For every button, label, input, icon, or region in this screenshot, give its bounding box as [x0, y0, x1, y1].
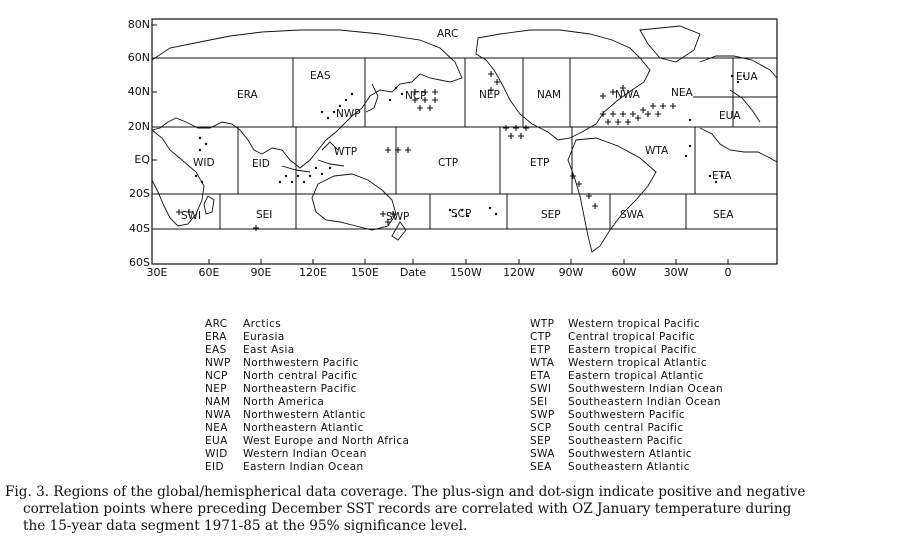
legend-code: SEI	[530, 396, 548, 408]
region-label: NWP	[336, 108, 361, 120]
legend-row	[205, 344, 409, 357]
region-label: NEP	[479, 89, 500, 101]
lon-label: 150W	[450, 266, 482, 279]
region-label: CTP	[438, 157, 459, 169]
lon-label: 30E	[146, 266, 168, 279]
legend-code: NWP	[205, 357, 231, 369]
legend-name: West Europe and North Africa	[243, 435, 410, 447]
legend-code: EAS	[205, 344, 227, 356]
legend-row	[530, 422, 723, 435]
region-label: WTA	[645, 145, 669, 157]
region-label: SEI	[256, 209, 273, 221]
legend-name: Western tropical Pacific	[568, 318, 701, 330]
region-label: NWA	[615, 89, 640, 101]
legend-row	[530, 370, 723, 383]
legend-row	[530, 318, 723, 331]
greenland-coast	[640, 26, 700, 62]
legend-name: Central tropical Pacific	[568, 331, 696, 343]
legend-row	[205, 409, 409, 422]
legend-code: NWA	[205, 409, 232, 421]
legend-name: Arctics	[243, 318, 282, 330]
legend-code: SWA	[530, 448, 555, 460]
legend-right-column	[530, 318, 723, 474]
legend-row	[530, 461, 723, 474]
lat-label: EQ	[134, 153, 150, 166]
legend-row	[205, 396, 409, 409]
legend-code: ETA	[530, 370, 551, 382]
legend-name: Southwestern Atlantic	[568, 448, 693, 460]
region-boundaries	[152, 58, 777, 229]
region-label: ETP	[530, 157, 550, 169]
region-label: SCP	[451, 208, 472, 220]
legend-code: ARC	[205, 318, 228, 330]
legend-row	[205, 357, 409, 370]
region-label: SEA	[713, 209, 734, 221]
legend-row	[530, 331, 723, 344]
legend-name: Eastern tropical Pacific	[568, 344, 697, 356]
region-label: NCP	[405, 90, 427, 102]
lat-label: 80N	[127, 18, 150, 31]
legend-name: East Asia	[243, 344, 295, 356]
legend-name: Southwestern Pacific	[568, 409, 686, 421]
lon-label: Date	[399, 266, 427, 279]
legend-code: NEP	[205, 383, 228, 395]
legend-name: Northwestern Pacific	[243, 357, 359, 369]
lon-label: 90E	[250, 266, 272, 279]
legend-name: Eastern tropical Atlantic	[568, 370, 704, 382]
west-africa-coast	[700, 128, 777, 162]
south-america-coast	[568, 138, 656, 252]
caption-line: the 15-year data segment 1971-85 at the 95% significance level.	[23, 518, 468, 534]
legend-code: NEA	[205, 422, 228, 434]
lon-label: 60E	[198, 266, 220, 279]
lon-label: 30W	[663, 266, 689, 279]
figure-caption	[5, 484, 910, 535]
legend-name: Southeastern Atlantic	[568, 461, 690, 473]
legend-row	[205, 422, 409, 435]
map-frame	[152, 19, 777, 264]
region-label: EUA	[736, 71, 758, 83]
legend-row	[205, 435, 409, 448]
legend-code: NAM	[205, 396, 231, 408]
legend-name: Western Indian Ocean	[243, 448, 367, 460]
north-america-coast	[476, 30, 650, 140]
region-label: EAS	[310, 70, 331, 82]
legend-name: Northeastern Atlantic	[243, 422, 364, 434]
lon-label: 120E	[299, 266, 327, 279]
legend-code: NCP	[205, 370, 228, 382]
legend-row	[530, 357, 723, 370]
australia-coast	[312, 174, 396, 230]
region-label: EID	[252, 158, 270, 170]
legend-name: Southeastern Pacific	[568, 435, 683, 447]
legend-row	[530, 448, 723, 461]
legend-name: Northwestern Atlantic	[243, 409, 366, 421]
legend-code: SEA	[530, 461, 552, 473]
region-label: WID	[193, 157, 215, 169]
legend-code: SWI	[530, 383, 552, 395]
lat-label: 60N	[127, 51, 150, 64]
legend-row	[205, 461, 409, 474]
legend-row	[530, 396, 723, 409]
region-label: NEA	[671, 87, 693, 99]
legend-name: Southeastern Indian Ocean	[568, 396, 721, 408]
legend-code: ERA	[205, 331, 227, 343]
lon-label: 150E	[351, 266, 379, 279]
legend-code: SEP	[530, 435, 551, 447]
legend-code: WTA	[530, 357, 555, 369]
legend-row	[205, 383, 409, 396]
legend-code: SWP	[530, 409, 555, 421]
region-label: SWP	[386, 211, 410, 223]
legend-name: Eurasia	[243, 331, 285, 343]
legend-row	[205, 448, 409, 461]
lon-label: 0	[724, 266, 732, 279]
lat-label: 20N	[127, 120, 150, 133]
legend-code: EID	[205, 461, 225, 473]
legend-name: North America	[243, 396, 325, 408]
region-label: SWA	[620, 209, 644, 221]
region-label: EUA	[719, 110, 741, 122]
legend-row	[530, 344, 723, 357]
legend-row	[530, 435, 723, 448]
region-label: ERA	[237, 89, 258, 101]
lat-label: 20S	[129, 187, 150, 200]
legend-code: EUA	[205, 435, 228, 447]
legend-name: Western tropical Atlantic	[568, 357, 707, 369]
lat-label: 60S	[129, 256, 150, 269]
legend-row	[530, 383, 723, 396]
legend-code: CTP	[530, 331, 552, 343]
madagascar-coast	[204, 196, 214, 214]
new-zealand-coast	[392, 222, 406, 240]
legend-name: South central Pacific	[568, 422, 684, 434]
legend-row	[530, 409, 723, 422]
legend-row	[205, 370, 409, 383]
caption-line: Fig. 3. Regions of the global/hemispherical data coverage. The plus-sign and dot-sign indicate positive and negative	[5, 484, 806, 500]
legend-row	[205, 331, 409, 344]
legend-code: SCP	[530, 422, 552, 434]
legend-name: Southwestern Indian Ocean	[568, 383, 724, 395]
lon-label: 120W	[503, 266, 535, 279]
lat-label: 40S	[129, 222, 150, 235]
legend-name: North central Pacific	[243, 370, 358, 382]
legend-name: Northeastern Pacific	[243, 383, 357, 395]
legend-name: Eastern Indian Ocean	[243, 461, 364, 473]
lon-label: 90W	[558, 266, 584, 279]
legend-left-column	[205, 318, 409, 474]
region-label: ARC	[437, 28, 459, 40]
legend-row	[205, 318, 409, 331]
region-label: NAM	[537, 89, 562, 101]
legend-code: WID	[205, 448, 228, 460]
caption-line: correlation points where preceding December SST records are correlated with OZ January temperature during	[23, 501, 792, 517]
region-label: WTP	[334, 146, 358, 158]
japan-coast	[366, 84, 378, 112]
region-label: SWI	[181, 210, 202, 222]
legend-code: ETP	[530, 344, 551, 356]
lon-label: 60W	[611, 266, 637, 279]
region-label: SEP	[541, 209, 561, 221]
region-label: ETA	[712, 170, 732, 182]
legend-code: WTP	[530, 318, 555, 330]
lat-label: 40N	[127, 85, 150, 98]
